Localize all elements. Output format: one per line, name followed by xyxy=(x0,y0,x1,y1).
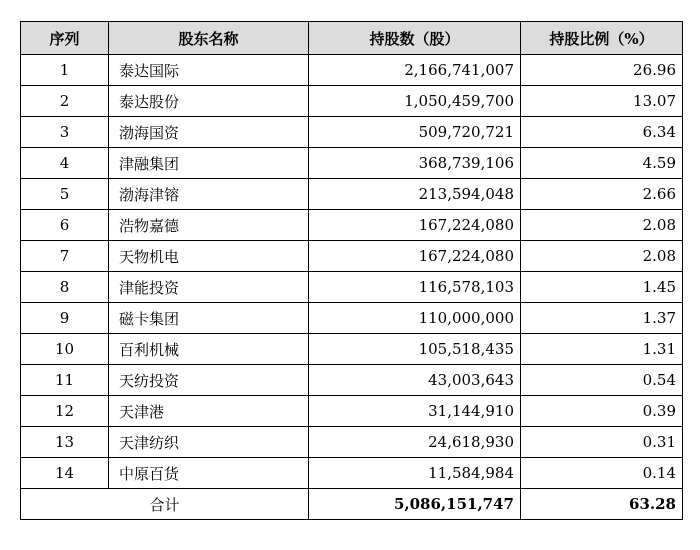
row-percentage: 0.14 xyxy=(521,458,683,489)
row-index: 5 xyxy=(21,179,109,210)
row-index: 1 xyxy=(21,55,109,86)
row-percentage: 0.31 xyxy=(521,427,683,458)
row-index: 14 xyxy=(21,458,109,489)
table-row xyxy=(21,55,683,86)
row-shareholder-name: 天津纺织 xyxy=(109,427,309,458)
row-shareholder-name: 中原百货 xyxy=(109,458,309,489)
row-shareholder-name: 天物机电 xyxy=(109,241,309,272)
shareholder-table-container xyxy=(20,21,682,520)
row-percentage: 0.54 xyxy=(521,365,683,396)
table-row xyxy=(21,241,683,272)
table-row xyxy=(21,148,683,179)
row-shareholder-name: 渤海津镕 xyxy=(109,179,309,210)
row-index: 11 xyxy=(21,365,109,396)
row-index: 12 xyxy=(21,396,109,427)
row-shares: 368,739,106 xyxy=(309,148,521,179)
row-shareholder-name: 津融集团 xyxy=(109,148,309,179)
table-row xyxy=(21,117,683,148)
row-shareholder-name: 百利机械 xyxy=(109,334,309,365)
row-percentage: 4.59 xyxy=(521,148,683,179)
row-index: 3 xyxy=(21,117,109,148)
header-row xyxy=(21,22,683,55)
table-header xyxy=(21,22,683,55)
total-row xyxy=(21,489,683,520)
row-shares: 24,618,930 xyxy=(309,427,521,458)
table-row xyxy=(21,179,683,210)
row-shares: 509,720,721 xyxy=(309,117,521,148)
row-shareholder-name: 津能投资 xyxy=(109,272,309,303)
table-body xyxy=(21,55,683,489)
total-label: 合计 xyxy=(21,489,309,520)
row-percentage: 0.39 xyxy=(521,396,683,427)
row-shares: 110,000,000 xyxy=(309,303,521,334)
row-index: 8 xyxy=(21,272,109,303)
row-shares: 31,144,910 xyxy=(309,396,521,427)
row-percentage: 2.08 xyxy=(521,210,683,241)
row-shareholder-name: 浩物嘉德 xyxy=(109,210,309,241)
row-percentage: 2.66 xyxy=(521,179,683,210)
table-row xyxy=(21,396,683,427)
row-shareholder-name: 天津港 xyxy=(109,396,309,427)
row-index: 7 xyxy=(21,241,109,272)
table-row xyxy=(21,272,683,303)
header-percentage: 持股比例（%） xyxy=(521,22,683,55)
table-row xyxy=(21,86,683,117)
row-shares: 213,594,048 xyxy=(309,179,521,210)
table-row xyxy=(21,427,683,458)
row-shareholder-name: 渤海国资 xyxy=(109,117,309,148)
table-footer xyxy=(21,489,683,520)
row-shares: 2,166,741,007 xyxy=(309,55,521,86)
total-percentage: 63.28 xyxy=(521,489,683,520)
header-shares: 持股数（股） xyxy=(309,22,521,55)
row-shareholder-name: 泰达股份 xyxy=(109,86,309,117)
row-percentage: 2.08 xyxy=(521,241,683,272)
row-shares: 116,578,103 xyxy=(309,272,521,303)
row-index: 4 xyxy=(21,148,109,179)
table-row xyxy=(21,303,683,334)
header-shareholder-name: 股东名称 xyxy=(109,22,309,55)
row-shares: 43,003,643 xyxy=(309,365,521,396)
row-percentage: 13.07 xyxy=(521,86,683,117)
row-shares: 105,518,435 xyxy=(309,334,521,365)
total-shares: 5,086,151,747 xyxy=(309,489,521,520)
row-index: 2 xyxy=(21,86,109,117)
row-percentage: 26.96 xyxy=(521,55,683,86)
row-index: 10 xyxy=(21,334,109,365)
row-percentage: 1.37 xyxy=(521,303,683,334)
row-shareholder-name: 泰达国际 xyxy=(109,55,309,86)
row-percentage: 1.31 xyxy=(521,334,683,365)
row-index: 9 xyxy=(21,303,109,334)
table-row xyxy=(21,334,683,365)
row-shares: 1,050,459,700 xyxy=(309,86,521,117)
table-row xyxy=(21,210,683,241)
row-shareholder-name: 磁卡集团 xyxy=(109,303,309,334)
row-shares: 167,224,080 xyxy=(309,210,521,241)
row-percentage: 6.34 xyxy=(521,117,683,148)
row-index: 6 xyxy=(21,210,109,241)
row-index: 13 xyxy=(21,427,109,458)
row-percentage: 1.45 xyxy=(521,272,683,303)
row-shares: 167,224,080 xyxy=(309,241,521,272)
shareholder-table xyxy=(20,21,683,520)
row-shares: 11,584,984 xyxy=(309,458,521,489)
table-row xyxy=(21,365,683,396)
table-row xyxy=(21,458,683,489)
header-index: 序列 xyxy=(21,22,109,55)
row-shareholder-name: 天纺投资 xyxy=(109,365,309,396)
